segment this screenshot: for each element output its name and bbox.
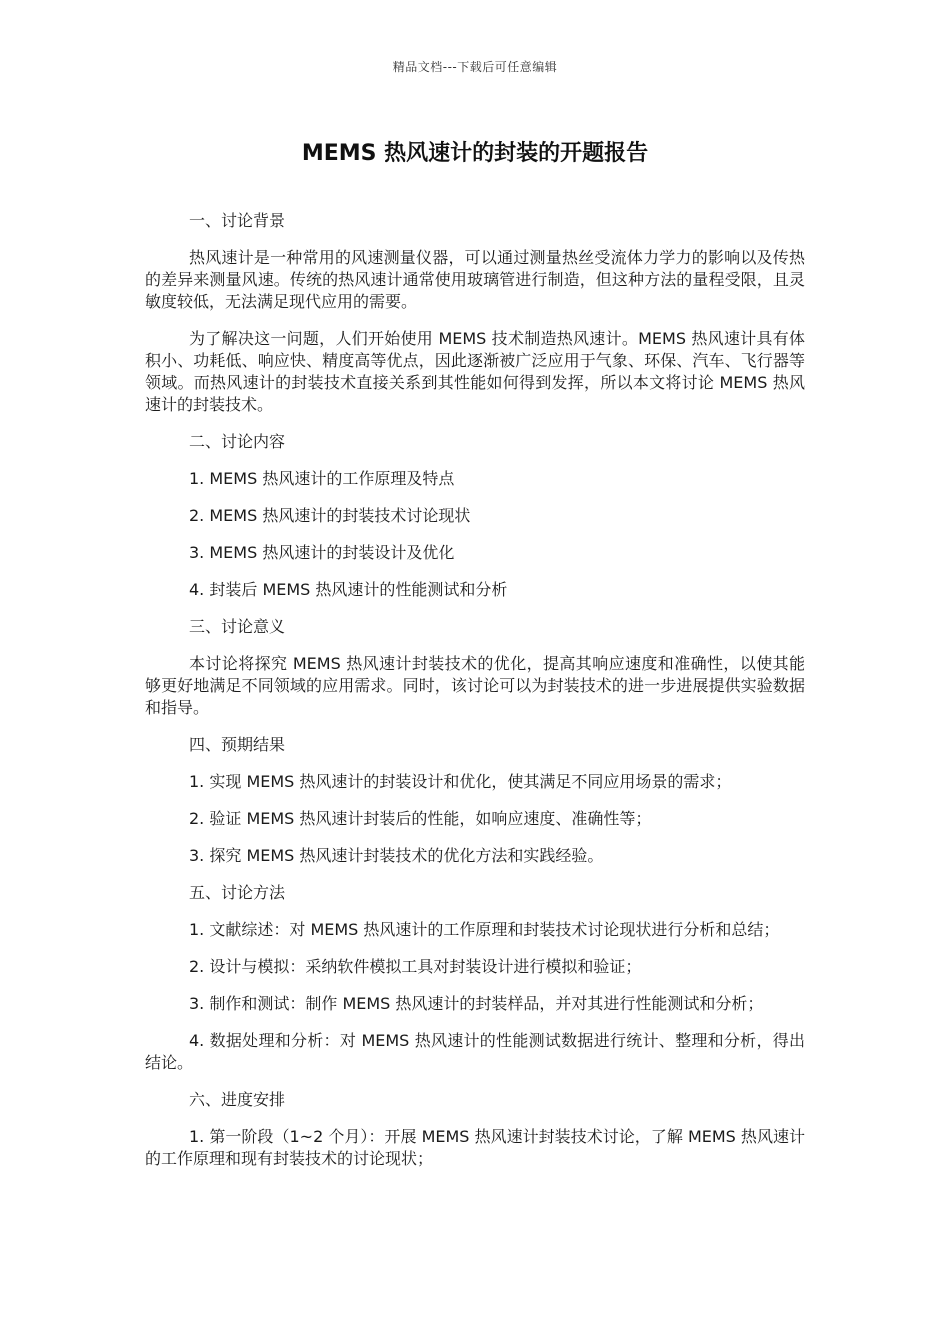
content-item-2: 2. MEMS 热风速计的封装技术讨论现状 [189, 506, 471, 525]
methods-item-4: 4. 数据处理和分析：对 MEMS 热风速计的性能测试数据进行统计、整理和分析，得出结论。 [145, 1031, 805, 1072]
content-item-3: 3. MEMS 热风速计的封装设计及优化 [189, 543, 455, 562]
background-paragraph-2: 为了解决这一问题，人们开始使用 MEMS 技术制造热风速计。MEMS 热风速计具有体积小、功耗低、响应快、精度高等优点，因此逐渐被广泛应用于气象、环保、汽车、飞行器等领域。而热风速计的封装技术直接关系到其性能如何得到发挥，所以本文将讨论 MEMS 热风速计的封装技术。 [145, 329, 805, 414]
background-paragraph-1: 热风速计是一种常用的风速测量仪器，可以通过测量热丝受流体力学力的影响以及传热的差异来测量风速。传统的热风速计通常使用玻璃管进行制造，但这种方法的量程受限，且灵敏度较低，无法满足现代应用的需要。 [145, 248, 805, 311]
methods-item-3: 3. 制作和测试：制作 MEMS 热风速计的封装样品，并对其进行性能测试和分析； [189, 994, 764, 1013]
section-heading-methods: 五、讨论方法 [189, 883, 286, 902]
section-heading-significance: 三、讨论意义 [189, 617, 286, 636]
expected-item-2: 2. 验证 MEMS 热风速计封装后的性能，如响应速度、准确性等； [189, 809, 652, 828]
section-heading-expected: 四、预期结果 [189, 735, 286, 754]
schedule-item-1: 1. 第一阶段（1~2 个月）：开展 MEMS 热风速计封装技术讨论，了解 MEMS 热风速计的工作原理和现有封装技术的讨论现状； [145, 1127, 805, 1168]
methods-item-1: 1. 文献综述：对 MEMS 热风速计的工作原理和封装技术讨论现状进行分析和总结； [189, 920, 780, 939]
section-heading-content: 二、讨论内容 [189, 432, 286, 451]
significance-paragraph-1: 本讨论将探究 MEMS 热风速计封装技术的优化，提高其响应速度和准确性，以使其能够更好地满足不同领域的应用需求。同时，该讨论可以为封装技术的进一步进展提供实验数据和指导。 [145, 654, 805, 717]
section-heading-schedule: 六、进度安排 [189, 1090, 286, 1109]
section-heading-background: 一、讨论背景 [189, 211, 286, 230]
document-title: MEMS 热风速计的封装的开题报告 [301, 141, 649, 166]
document-body [145, 210, 805, 1185]
page-header: 精品文档---下载后可任意编辑 [392, 60, 558, 74]
content-item-1: 1. MEMS 热风速计的工作原理及特点 [189, 469, 455, 488]
expected-item-3: 3. 探究 MEMS 热风速计封装技术的优化方法和实践经验。 [189, 846, 604, 865]
methods-item-2: 2. 设计与模拟：采纳软件模拟工具对封装设计进行模拟和验证； [189, 957, 642, 976]
content-item-4: 4. 封装后 MEMS 热风速计的性能测试和分析 [189, 580, 508, 599]
expected-item-1: 1. 实现 MEMS 热风速计的封装设计和优化，使其满足不同应用场景的需求； [189, 772, 732, 791]
